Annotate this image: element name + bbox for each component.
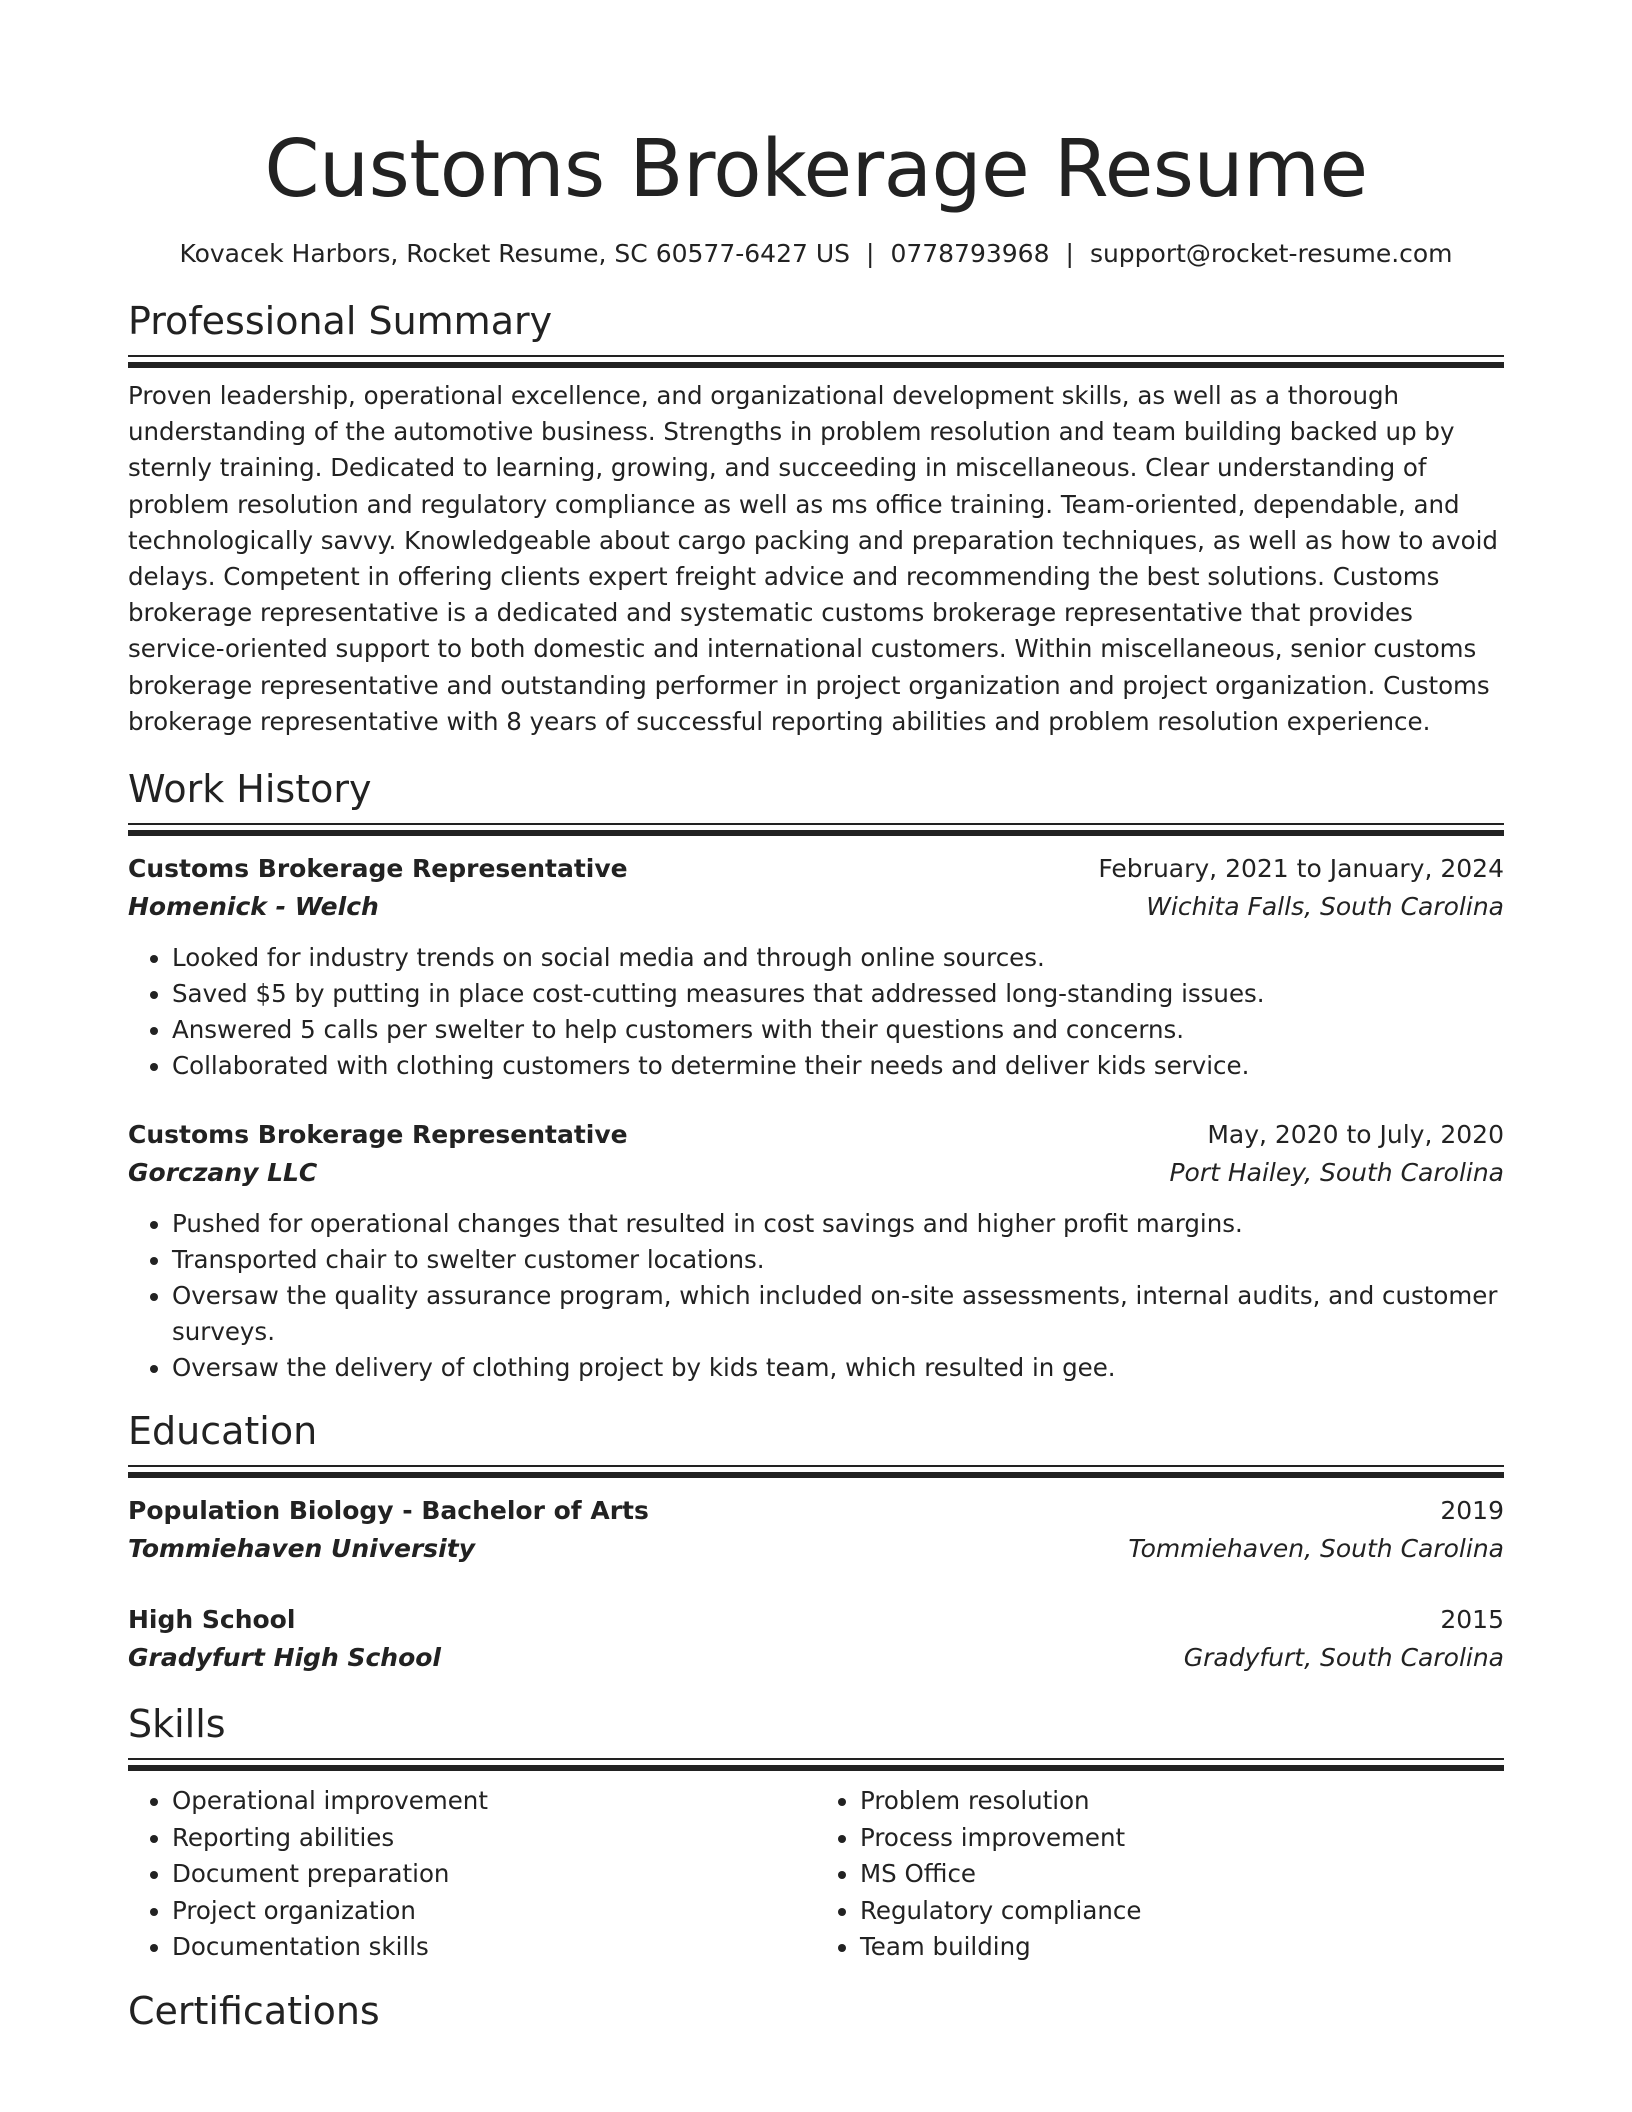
job-location: Port Hailey, South Carolina	[1169, 1158, 1504, 1188]
section-divider	[128, 1465, 1504, 1480]
education-entry	[128, 1492, 1504, 1568]
list-item: • Oversaw the delivery of clothing project by kids team, which resulted in gee.	[172, 1350, 1504, 1386]
education-school: Gradyfurt High School	[128, 1643, 442, 1673]
job-header-row	[128, 850, 1504, 888]
contact-line	[128, 238, 1504, 270]
job-company-row	[128, 1154, 1504, 1192]
section-divider	[128, 823, 1504, 838]
job-bullets	[128, 940, 1504, 1084]
education-entry	[128, 1601, 1504, 1677]
list-item: • Pushed for operational changes that resulted in cost savings and higher profit margins.	[172, 1206, 1504, 1242]
education-degree: Population Biology - Bachelor of Arts	[128, 1496, 649, 1526]
skill-item: • Documentation skills	[172, 1929, 816, 1966]
summary-heading: Professional Summary	[128, 299, 553, 343]
education-year: 2015	[1440, 1605, 1504, 1635]
certifications-section	[128, 1988, 1504, 2034]
list-item: • Looked for industry trends on social media and through online sources.	[172, 940, 1504, 976]
summary-section	[128, 298, 1504, 740]
skill-item: • Reporting abilities	[172, 1820, 816, 1857]
contact-phone: 0778793968	[890, 239, 1050, 268]
job-bullets	[128, 1206, 1504, 1386]
resume-page	[128, 0, 1504, 2034]
education-degree: High School	[128, 1605, 296, 1635]
contact-address: Kovacek Harbors, Rocket Resume, SC 60577-6427 US	[179, 239, 850, 268]
skill-item: • Team building	[860, 1929, 1504, 1966]
contact-separator: |	[1065, 239, 1074, 268]
job-header-row	[128, 1116, 1504, 1154]
list-item: • Saved $5 by putting in place cost-cutting measures that addressed long-standing issues.	[172, 976, 1504, 1012]
education-school-row	[128, 1530, 1504, 1568]
contact-separator: |	[866, 239, 875, 268]
skill-item: • MS Office	[860, 1856, 1504, 1893]
education-school-row	[128, 1639, 1504, 1677]
job-title: Customs Brokerage Representative	[128, 854, 628, 884]
skill-item: • Regulatory compliance	[860, 1893, 1504, 1930]
education-location: Tommiehaven, South Carolina	[1128, 1534, 1504, 1564]
job-entry	[128, 850, 1504, 1084]
skills-list-left	[128, 1783, 816, 1966]
skills-list-right	[816, 1783, 1504, 1966]
job-location: Wichita Falls, South Carolina	[1146, 892, 1504, 922]
education-school: Tommiehaven University	[128, 1534, 475, 1564]
education-section	[128, 1408, 1504, 1677]
skill-item: • Problem resolution	[860, 1783, 1504, 1820]
page-title: Customs Brokerage Resume	[264, 123, 1368, 215]
job-entry	[128, 1116, 1504, 1386]
skills-heading: Skills	[128, 1702, 226, 1747]
skills-section	[128, 1701, 1504, 1966]
list-item: • Answered 5 calls per swelter to help customers with their questions and concerns.	[172, 1012, 1504, 1048]
skill-item: • Document preparation	[172, 1856, 816, 1893]
list-item: • Oversaw the quality assurance program, which included on-site assessments, internal audits, and customer surveys.	[172, 1278, 1504, 1350]
job-title: Customs Brokerage Representative	[128, 1120, 628, 1150]
education-location: Gradyfurt, South Carolina	[1183, 1643, 1504, 1673]
education-header-row	[128, 1601, 1504, 1639]
section-divider	[128, 1758, 1504, 1773]
education-heading: Education	[128, 1409, 318, 1454]
list-item: • Collaborated with clothing customers to determine their needs and deliver kids service.	[172, 1048, 1504, 1084]
skill-item: • Project organization	[172, 1893, 816, 1930]
education-header-row	[128, 1492, 1504, 1530]
education-year: 2019	[1440, 1496, 1504, 1526]
contact-email[interactable]: support@rocket-resume.com	[1089, 239, 1453, 268]
skill-item: • Process improvement	[860, 1820, 1504, 1857]
list-item: • Transported chair to swelter customer locations.	[172, 1242, 1504, 1278]
skills-grid	[128, 1773, 1504, 1966]
job-company: Gorczany LLC	[128, 1158, 318, 1188]
job-company: Homenick - Welch	[128, 892, 379, 922]
skill-item: • Operational improvement	[172, 1783, 816, 1820]
job-dates: February, 2021 to January, 2024	[1098, 854, 1504, 884]
summary-text: Proven leadership, operational excellence, and organizational development skills, as well as a thorough understanding of the automotive business. Strengths in problem resolution and team building backed up by sternly training. Dedicated to learning, growing, and succeeding in miscellaneous. Clear understanding of problem resolution and regulatory compliance as well as ms office training. Team-oriented, dependable, and technologically savvy. Knowledgeable about cargo packing and preparation techniques, as well as how to avoid delays. Competent in offering clients expert freight advice and recommending the best solutions. Customs brokerage representative is a dedicated and systematic customs brokerage representative that provides service-oriented support to both domestic and international customers. Within miscellaneous, senior customs brokerage representative and outstanding performer in project organization and project organization. Customs brokerage representative with 8 years of successful reporting abilities and problem resolution experience.	[128, 381, 1498, 736]
job-dates: May, 2020 to July, 2020	[1207, 1120, 1504, 1150]
work-history-section	[128, 766, 1504, 1386]
job-company-row	[128, 888, 1504, 926]
work-history-heading: Work History	[128, 767, 372, 812]
section-divider	[128, 355, 1504, 370]
certifications-heading: Certifications	[128, 1988, 380, 2033]
